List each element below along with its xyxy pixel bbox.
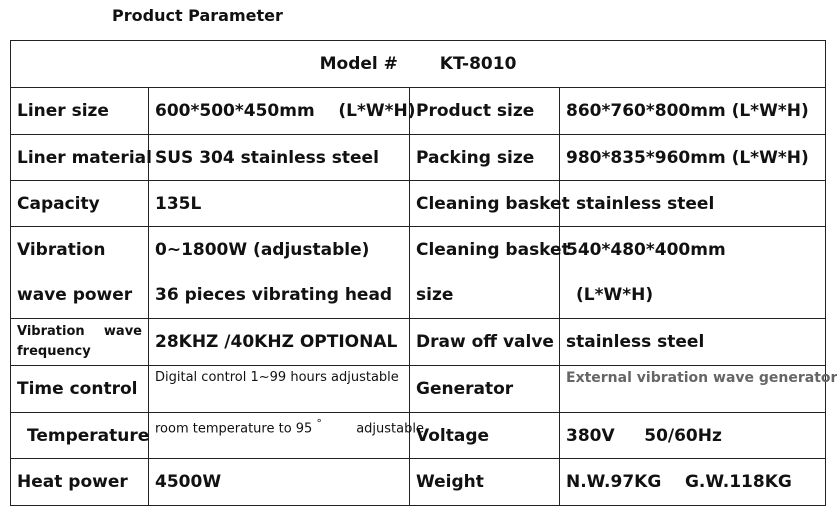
vibration-label-line2: wave power [11, 273, 149, 319]
table-row [11, 413, 826, 459]
cleaning-basket-size-value-line2: (L*W*H) [560, 273, 826, 319]
product-parameter-table [10, 40, 837, 506]
table-row [11, 88, 826, 135]
vibration-label-line1: Vibration [11, 227, 149, 273]
vibration-frequency-label [11, 319, 149, 366]
model-label: Model # [319, 54, 398, 74]
generator-value: External vibration wave generator [560, 366, 826, 413]
packing-size-label: Packing size [410, 135, 560, 181]
cleaning-basket-label: Cleaning basket [410, 181, 560, 227]
degree-symbol: ° [316, 417, 322, 430]
temperature-value [149, 413, 424, 459]
weight-label: Weight [410, 459, 560, 506]
draw-off-valve-value: stainless steel [560, 319, 826, 366]
table-row [11, 227, 826, 273]
temperature-value-text: room temperature to 95 [155, 421, 313, 437]
liner-material-label: Liner material [11, 135, 149, 181]
temperature-label: Temperature [11, 413, 149, 459]
table-row [11, 135, 826, 181]
capacity-value: 135L [149, 181, 410, 227]
table-row [11, 366, 826, 413]
vibration-frequency-value: 28KHZ /40KHZ OPTIONAL [149, 319, 410, 366]
liner-size-value: 600*500*450mm (L*W*H) [149, 88, 410, 135]
heat-power-value: 4500W [149, 459, 410, 506]
packing-size-value: 980*835*960mm (L*W*H) [560, 135, 826, 181]
draw-off-valve-label: Draw off valve [410, 319, 560, 366]
voltage-value: 380V 50/60Hz [560, 413, 826, 459]
table-row [11, 319, 826, 366]
heat-power-label: Heat power [11, 459, 149, 506]
generator-label: Generator [410, 366, 560, 413]
model-cell [11, 41, 826, 88]
table-row [11, 41, 826, 88]
voltage-label: Voltage [410, 413, 560, 459]
vib-freq-label-word2: wave [103, 324, 142, 339]
liner-size-label: Liner size [11, 88, 149, 135]
vib-freq-label-word1: Vibration [17, 324, 85, 339]
cleaning-basket-size-label-line1: Cleaning basket [410, 227, 560, 273]
cleaning-basket-size-label-line2: size [410, 273, 560, 319]
table-row [11, 181, 826, 227]
page-title: Product Parameter [112, 6, 283, 25]
vibration-value-line1: 0~1800W (adjustable) [149, 227, 410, 273]
weight-value: N.W.97KG G.W.118KG [560, 459, 826, 506]
vib-freq-label-line2: frequency [17, 344, 91, 359]
cleaning-basket-size-value-line1: 540*480*400mm [560, 227, 826, 273]
time-control-value: Digital control 1~99 hours adjustable [149, 366, 410, 413]
temperature-value-suffix: adjustable [356, 421, 424, 437]
table-row [11, 459, 826, 506]
vibration-value-line2: 36 pieces vibrating head [149, 273, 410, 319]
product-size-label: Product size [410, 88, 560, 135]
model-value: KT-8010 [439, 54, 517, 74]
product-size-value: 860*760*800mm (L*W*H) [560, 88, 826, 135]
time-control-label: Time control [11, 366, 149, 413]
table-row [11, 273, 826, 319]
liner-material-value: SUS 304 stainless steel [149, 135, 410, 181]
capacity-label: Capacity [11, 181, 149, 227]
cleaning-basket-value: stainless steel [560, 181, 826, 227]
